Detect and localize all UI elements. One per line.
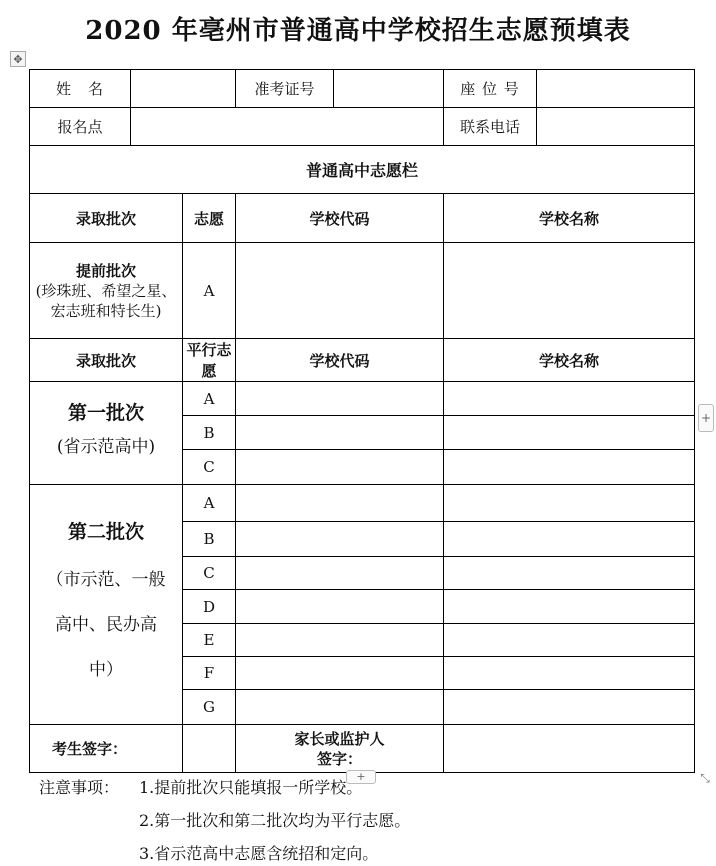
second-choice-d: D [183,590,236,624]
first-name-c[interactable] [444,450,695,485]
first-code-a[interactable] [236,382,444,416]
enroll-point-label: 报名点 [30,108,131,146]
header-choice: 志愿 [183,194,236,243]
first-batch-cell [30,382,183,485]
student-signature-label: 考生签字： [30,725,183,773]
name-field[interactable] [131,70,236,108]
first-name-a[interactable] [444,382,695,416]
second-code-d[interactable] [236,590,444,624]
early-choice-letter: A [183,243,236,339]
notes-label: 注意事项： [39,778,120,797]
second-name-e[interactable] [444,624,695,657]
first-batch-label: 第一批次 [67,401,144,424]
enroll-point-field[interactable] [131,108,444,146]
early-school-code-field[interactable] [236,243,444,339]
first-code-c[interactable] [236,450,444,485]
seat-number-field[interactable] [537,70,695,108]
table-resize-icon[interactable]: ⤡ [700,771,710,785]
first-batch-row-a [30,382,695,416]
second-name-c[interactable] [444,557,695,590]
second-batch-note: （市示范、一般高中、民办高中） [46,569,166,680]
phone-label: 联系电话 [444,108,537,146]
header-school-code: 学校代码 [236,194,444,243]
header-batch: 录取批次 [30,194,183,243]
parent-signature-field[interactable] [444,725,695,773]
first-choice-c: C [183,450,236,485]
info-row-2 [30,108,695,146]
add-column-icon[interactable]: + [346,770,376,784]
second-batch-label: 第二批次 [67,520,144,543]
info-row-1 [30,70,695,108]
early-school-name-field[interactable] [444,243,695,339]
second-choice-a: A [183,485,236,522]
student-signature-field[interactable] [183,725,236,773]
note-item-2: 2.第一批次和第二批次均为平行志愿。 [139,811,411,830]
second-code-e[interactable] [236,624,444,657]
header-school-name: 学校名称 [444,194,695,243]
early-batch-row [30,243,695,339]
second-code-b[interactable] [236,522,444,557]
second-name-a[interactable] [444,485,695,522]
second-code-f[interactable] [236,657,444,690]
section-title: 普通高中志愿栏 [30,146,695,194]
exam-number-label: 准考证号 [236,70,334,108]
exam-number-field[interactable] [334,70,444,108]
name-label: 姓 名 [30,70,131,108]
first-batch-note: (省示范高中) [56,436,156,457]
second-choice-f: F [183,657,236,690]
add-row-icon[interactable]: + [698,404,714,432]
header-batch-2: 录取批次 [30,339,183,382]
note-item-1: 1.提前批次只能填报一所学校。 [139,778,363,797]
second-code-a[interactable] [236,485,444,522]
second-name-b[interactable] [444,522,695,557]
second-choice-g: G [183,690,236,725]
phone-field[interactable] [537,108,695,146]
first-code-b[interactable] [236,416,444,450]
first-choice-b: B [183,416,236,450]
second-code-g[interactable] [236,690,444,725]
first-name-b[interactable] [444,416,695,450]
second-choice-c: C [183,557,236,590]
second-choice-e: E [183,624,236,657]
second-batch-row-a [30,485,695,522]
early-batch-note: (珍珠班、希望之星、宏志班和特长生) [35,281,177,320]
first-choice-a: A [183,382,236,416]
header-school-code-2: 学校代码 [236,339,444,382]
early-batch-label: 提前批次 [75,261,136,280]
section-title-row [30,146,695,194]
early-batch-cell [30,243,183,339]
second-choice-b: B [183,522,236,557]
second-name-f[interactable] [444,657,695,690]
second-name-g[interactable] [444,690,695,725]
second-batch-cell [30,485,183,725]
header-school-name-2: 学校名称 [444,339,695,382]
parent-signature-line2: 签字： [316,749,362,768]
second-code-c[interactable] [236,557,444,590]
page-title: 2020 年亳州市普通高中学校招生志愿预填表 [85,16,631,46]
table-move-icon[interactable]: ✥ [10,51,26,67]
seat-number-label: 座 位 号 [444,70,537,108]
parent-signature-label [236,725,444,773]
parallel-header-row [30,339,695,382]
second-name-d[interactable] [444,590,695,624]
application-form-table [29,69,695,773]
parent-signature-line1: 家长或监护人 [294,729,385,748]
note-item-3: 3.省示范高中志愿含统招和定向。 [139,844,379,863]
header-parallel-choice: 平行志愿 [183,339,236,382]
signature-row [30,725,695,773]
early-header-row [30,194,695,243]
